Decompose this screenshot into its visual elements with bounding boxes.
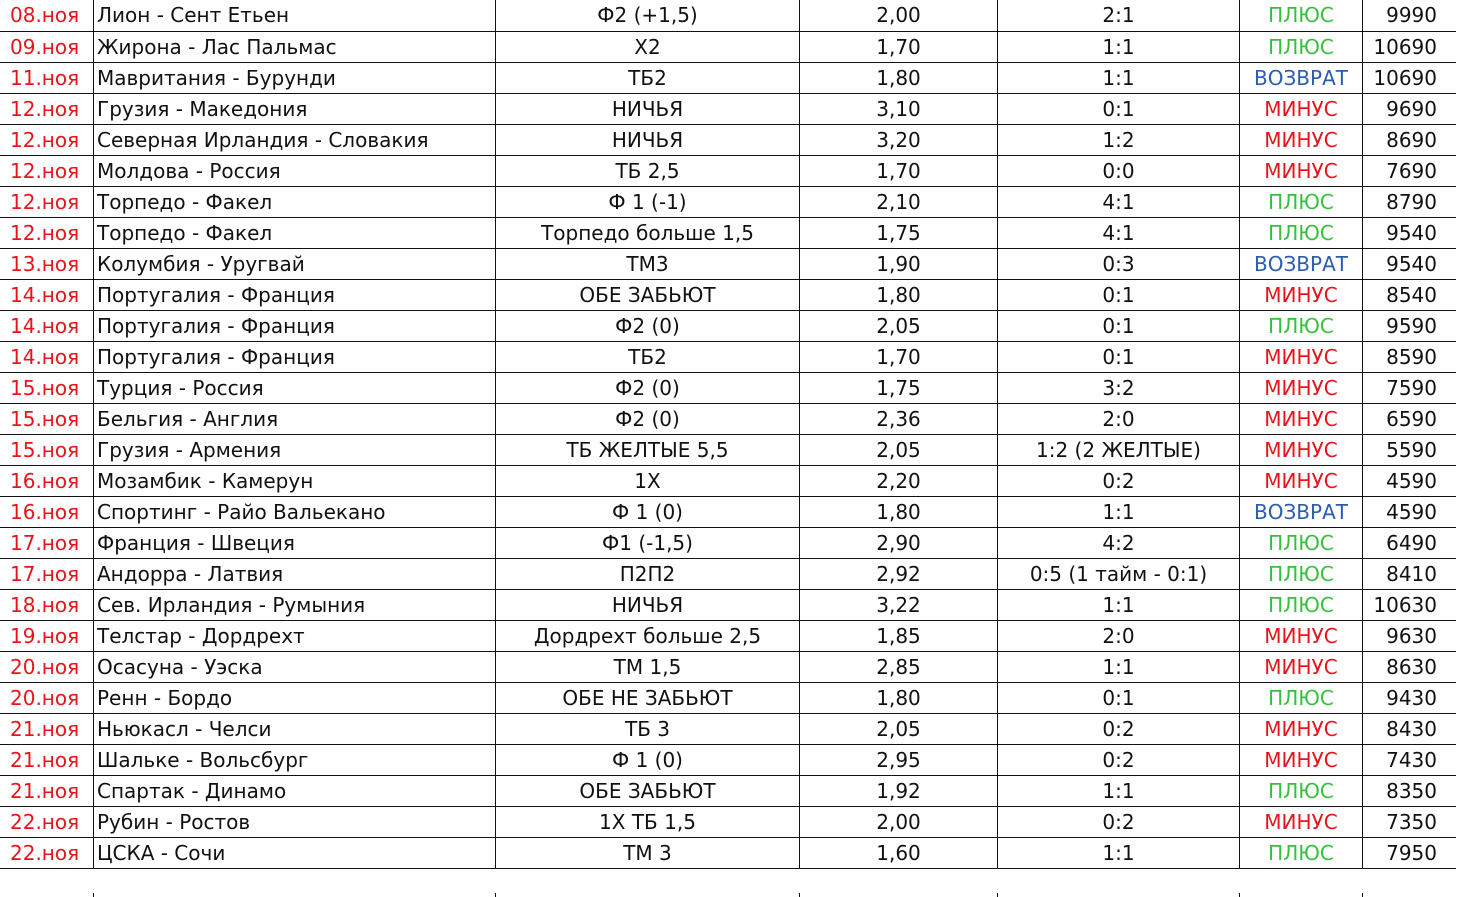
odds-cell[interactable]: 1,80: [800, 497, 998, 527]
bet-cell[interactable]: ТМ 1,5: [496, 652, 800, 682]
match-cell[interactable]: Осасуна - Уэска: [94, 652, 496, 682]
result-cell[interactable]: ПЛЮС: [1240, 311, 1363, 341]
bank-cell[interactable]: 7350: [1386, 810, 1437, 834]
table-row: [0, 497, 1456, 528]
date-cell[interactable]: 19.ноя: [0, 621, 94, 651]
score-cell[interactable]: 0:1: [998, 311, 1240, 341]
bet-cell[interactable]: ТБ 2,5: [496, 156, 800, 186]
score-cell[interactable]: 0:2: [998, 745, 1240, 775]
match-cell[interactable]: ЦСКА - Сочи: [94, 838, 496, 868]
bet-cell[interactable]: 1Х: [496, 466, 800, 496]
score-cell[interactable]: 0:2: [998, 714, 1240, 744]
result-cell[interactable]: МИНУС: [1240, 404, 1363, 434]
bank-cell[interactable]: 8630: [1386, 655, 1437, 679]
date-cell[interactable]: 14.ноя: [0, 311, 94, 341]
match-cell[interactable]: Грузия - Македония: [94, 94, 496, 124]
result-cell[interactable]: ПЛЮС: [1240, 528, 1363, 558]
score-cell[interactable]: 2:0: [998, 621, 1240, 651]
bet-cell[interactable]: ТБ 3: [496, 714, 800, 744]
bet-cell[interactable]: ТБ2: [496, 342, 800, 372]
match-cell[interactable]: Ньюкасл - Челси: [94, 714, 496, 744]
date-cell[interactable]: 12.ноя: [0, 156, 94, 186]
table-row: [0, 590, 1456, 621]
result-cell[interactable]: ПЛЮС: [1240, 590, 1363, 620]
bank-cell[interactable]: 7590: [1386, 376, 1437, 400]
match-cell[interactable]: Торпедо - Факел: [94, 187, 496, 217]
score-cell[interactable]: 1:1: [998, 497, 1240, 527]
score-cell[interactable]: 1:1: [998, 776, 1240, 806]
score-cell[interactable]: 3:2: [998, 373, 1240, 403]
date-cell[interactable]: 08.ноя: [0, 0, 94, 31]
bank-cell[interactable]: 9590: [1386, 314, 1437, 338]
odds-cell[interactable]: 2,95: [800, 745, 998, 775]
date-cell[interactable]: 15.ноя: [0, 373, 94, 403]
table-row: [0, 559, 1456, 590]
odds-cell[interactable]: 1,80: [800, 63, 998, 93]
bank-cell[interactable]: 6490: [1386, 531, 1437, 555]
bank-cell[interactable]: 8590: [1386, 345, 1437, 369]
bank-cell[interactable]: 8690: [1386, 128, 1437, 152]
result-cell[interactable]: ВОЗВРАТ: [1240, 63, 1363, 93]
bank-cell[interactable]: 10690: [1373, 66, 1437, 90]
result-cell[interactable]: МИНУС: [1240, 156, 1363, 186]
result-cell[interactable]: МИНУС: [1240, 373, 1363, 403]
score-cell[interactable]: 1:2 (2 ЖЕЛТЫЕ): [998, 435, 1240, 465]
result-cell[interactable]: ПЛЮС: [1240, 559, 1363, 589]
score-cell[interactable]: 0:1: [998, 94, 1240, 124]
result-cell[interactable]: ВОЗВРАТ: [1240, 249, 1363, 279]
date-cell[interactable]: 20.ноя: [0, 683, 94, 713]
table-row: [0, 373, 1456, 404]
bank-cell[interactable]: 10690: [1373, 35, 1437, 59]
bet-cell[interactable]: Дордрехт больше 2,5: [496, 621, 800, 651]
table-row: [0, 156, 1456, 187]
table-row: [0, 249, 1456, 280]
match-cell[interactable]: Рубин - Ростов: [94, 807, 496, 837]
match-cell[interactable]: Телстар - Дордрехт: [94, 621, 496, 651]
table-row: [0, 125, 1456, 156]
odds-cell[interactable]: 2,10: [800, 187, 998, 217]
odds-cell[interactable]: 1,60: [800, 838, 998, 868]
result-cell[interactable]: ПЛЮС: [1240, 32, 1363, 62]
match-cell[interactable]: Португалия - Франция: [94, 342, 496, 372]
odds-cell[interactable]: 1,92: [800, 776, 998, 806]
odds-cell[interactable]: 2,36: [800, 404, 998, 434]
result-cell[interactable]: МИНУС: [1240, 125, 1363, 155]
result-cell[interactable]: МИНУС: [1240, 652, 1363, 682]
table-row: [0, 652, 1456, 683]
odds-cell[interactable]: 1,75: [800, 218, 998, 248]
table-row: [0, 745, 1456, 776]
bank-cell[interactable]: 4590: [1386, 500, 1437, 524]
date-cell[interactable]: 17.ноя: [0, 528, 94, 558]
score-cell[interactable]: 1:1: [998, 63, 1240, 93]
score-cell[interactable]: 2:0: [998, 404, 1240, 434]
bank-cell[interactable]: 8430: [1386, 717, 1437, 741]
date-cell[interactable]: 14.ноя: [0, 342, 94, 372]
table-row: [0, 776, 1456, 807]
odds-cell[interactable]: 2,05: [800, 311, 998, 341]
result-cell[interactable]: ПЛЮС: [1240, 838, 1363, 868]
date-cell[interactable]: 18.ноя: [0, 590, 94, 620]
match-cell[interactable]: Северная Ирландия - Словакия: [94, 125, 496, 155]
odds-cell[interactable]: 1,85: [800, 621, 998, 651]
table-row: [0, 0, 1456, 32]
match-cell[interactable]: Мозамбик - Камерун: [94, 466, 496, 496]
result-cell[interactable]: ПЛЮС: [1240, 187, 1363, 217]
result-cell[interactable]: ПЛЮС: [1240, 218, 1363, 248]
bet-cell[interactable]: ОБЕ НЕ ЗАБЬЮТ: [496, 683, 800, 713]
bet-cell[interactable]: 1Х ТБ 1,5: [496, 807, 800, 837]
match-cell[interactable]: Сев. Ирландия - Румыния: [94, 590, 496, 620]
result-cell[interactable]: МИНУС: [1240, 807, 1363, 837]
score-cell[interactable]: 0:0: [998, 156, 1240, 186]
bet-cell[interactable]: ТБ ЖЕЛТЫЕ 5,5: [496, 435, 800, 465]
table-row: [0, 838, 1456, 869]
odds-cell[interactable]: 2,00: [800, 807, 998, 837]
score-cell[interactable]: 2:1: [998, 0, 1240, 31]
bet-cell[interactable]: Ф2 (0): [496, 404, 800, 434]
date-cell[interactable]: 16.ноя: [0, 466, 94, 496]
match-cell[interactable]: Спартак - Динамо: [94, 776, 496, 806]
date-cell[interactable]: 21.ноя: [0, 776, 94, 806]
result-cell[interactable]: МИНУС: [1240, 466, 1363, 496]
date-cell[interactable]: 12.ноя: [0, 218, 94, 248]
date-cell[interactable]: 17.ноя: [0, 559, 94, 589]
bet-cell[interactable]: Ф 1 (0): [496, 497, 800, 527]
result-cell[interactable]: МИНУС: [1240, 745, 1363, 775]
odds-cell[interactable]: 1,70: [800, 156, 998, 186]
date-cell[interactable]: 12.ноя: [0, 125, 94, 155]
odds-cell[interactable]: 3,20: [800, 125, 998, 155]
bet-cell[interactable]: Ф2 (+1,5): [496, 0, 800, 31]
bet-cell[interactable]: НИЧЬЯ: [496, 125, 800, 155]
bank-cell[interactable]: 8790: [1386, 190, 1437, 214]
match-cell[interactable]: Молдова - Россия: [94, 156, 496, 186]
result-cell[interactable]: МИНУС: [1240, 280, 1363, 310]
result-cell[interactable]: МИНУС: [1240, 714, 1363, 744]
score-cell[interactable]: 4:1: [998, 187, 1240, 217]
score-cell[interactable]: 0:1: [998, 280, 1240, 310]
result-cell[interactable]: МИНУС: [1240, 94, 1363, 124]
bank-cell[interactable]: 9430: [1386, 686, 1437, 710]
date-cell[interactable]: 21.ноя: [0, 714, 94, 744]
score-cell[interactable]: 1:1: [998, 590, 1240, 620]
bet-cell[interactable]: ТБ2: [496, 63, 800, 93]
table-row: [0, 311, 1456, 342]
table-row: [0, 404, 1456, 435]
bet-cell[interactable]: НИЧЬЯ: [496, 590, 800, 620]
table-row: [0, 342, 1456, 373]
date-cell[interactable]: 11.ноя: [0, 63, 94, 93]
date-cell[interactable]: 21.ноя: [0, 745, 94, 775]
bank-cell[interactable]: 5590: [1386, 438, 1437, 462]
table-row: [0, 621, 1456, 652]
match-cell[interactable]: Жирона - Лас Пальмас: [94, 32, 496, 62]
table-row: [0, 63, 1456, 94]
bank-cell[interactable]: 9540: [1386, 221, 1437, 245]
score-cell[interactable]: 0:3: [998, 249, 1240, 279]
score-cell[interactable]: 0:1: [998, 342, 1240, 372]
bank-cell[interactable]: 7690: [1386, 159, 1437, 183]
odds-cell[interactable]: 1,90: [800, 249, 998, 279]
odds-cell[interactable]: 1,80: [800, 683, 998, 713]
match-cell[interactable]: Грузия - Армения: [94, 435, 496, 465]
bet-cell[interactable]: ОБЕ ЗАБЬЮТ: [496, 776, 800, 806]
score-cell[interactable]: 0:5 (1 тайм - 0:1): [998, 559, 1240, 589]
bank-cell[interactable]: 8410: [1386, 562, 1437, 586]
match-cell[interactable]: Ренн - Бордо: [94, 683, 496, 713]
table-row: [0, 683, 1456, 714]
bet-cell[interactable]: Ф2 (0): [496, 311, 800, 341]
bank-cell[interactable]: 9690: [1386, 97, 1437, 121]
date-cell[interactable]: 12.ноя: [0, 94, 94, 124]
match-cell[interactable]: Андорра - Латвия: [94, 559, 496, 589]
score-cell[interactable]: 0:2: [998, 466, 1240, 496]
table-row: [0, 218, 1456, 249]
date-cell[interactable]: 13.ноя: [0, 249, 94, 279]
table-row: [0, 435, 1456, 466]
score-cell[interactable]: 0:1: [998, 683, 1240, 713]
table-row: [0, 714, 1456, 745]
bet-cell[interactable]: ТМ3: [496, 249, 800, 279]
result-cell[interactable]: ПЛЮС: [1240, 776, 1363, 806]
score-cell[interactable]: 1:1: [998, 838, 1240, 868]
bet-cell[interactable]: Ф 1 (-1): [496, 187, 800, 217]
bank-cell[interactable]: 9630: [1386, 624, 1437, 648]
table-row: [0, 94, 1456, 125]
result-cell[interactable]: ВОЗВРАТ: [1240, 497, 1363, 527]
odds-cell[interactable]: 2,05: [800, 714, 998, 744]
match-cell[interactable]: Колумбия - Уругвай: [94, 249, 496, 279]
odds-cell[interactable]: 3,10: [800, 94, 998, 124]
result-cell[interactable]: МИНУС: [1240, 621, 1363, 651]
bank-cell[interactable]: 10630: [1373, 593, 1437, 617]
match-cell[interactable]: Торпедо - Факел: [94, 218, 496, 248]
bet-cell[interactable]: Ф 1 (0): [496, 745, 800, 775]
bank-cell[interactable]: 7430: [1386, 748, 1437, 772]
score-cell[interactable]: 4:1: [998, 218, 1240, 248]
odds-cell[interactable]: 2,90: [800, 528, 998, 558]
date-cell[interactable]: 22.ноя: [0, 838, 94, 868]
next-row-cutoff: [0, 893, 1456, 897]
odds-cell[interactable]: 1,75: [800, 373, 998, 403]
odds-cell[interactable]: 2,00: [800, 0, 998, 31]
bank-cell[interactable]: 7950: [1386, 841, 1437, 865]
bet-cell[interactable]: Ф1 (-1,5): [496, 528, 800, 558]
table-row: [0, 807, 1456, 838]
odds-cell[interactable]: 3,22: [800, 590, 998, 620]
odds-cell[interactable]: 1,70: [800, 32, 998, 62]
bet-cell[interactable]: П2П2: [496, 559, 800, 589]
bet-cell[interactable]: ОБЕ ЗАБЬЮТ: [496, 280, 800, 310]
date-cell[interactable]: 14.ноя: [0, 280, 94, 310]
match-cell[interactable]: Турция - Россия: [94, 373, 496, 403]
table-row: [0, 528, 1456, 559]
match-cell[interactable]: Франция - Швеция: [94, 528, 496, 558]
date-cell[interactable]: 15.ноя: [0, 435, 94, 465]
match-cell[interactable]: Португалия - Франция: [94, 311, 496, 341]
result-cell[interactable]: МИНУС: [1240, 342, 1363, 372]
odds-cell[interactable]: 2,05: [800, 435, 998, 465]
match-cell[interactable]: Лион - Сент Етьен: [94, 0, 496, 31]
date-cell[interactable]: 09.ноя: [0, 32, 94, 62]
score-cell[interactable]: 4:2: [998, 528, 1240, 558]
match-cell[interactable]: Мавритания - Бурунди: [94, 63, 496, 93]
score-cell[interactable]: 1:1: [998, 652, 1240, 682]
score-cell[interactable]: 0:2: [998, 807, 1240, 837]
table-row: [0, 280, 1456, 311]
score-cell[interactable]: 1:1: [998, 32, 1240, 62]
date-cell[interactable]: 20.ноя: [0, 652, 94, 682]
match-cell[interactable]: Шальке - Вольсбург: [94, 745, 496, 775]
odds-cell[interactable]: 1,70: [800, 342, 998, 372]
bank-cell[interactable]: 4590: [1386, 469, 1437, 493]
match-cell[interactable]: Бельгия - Англия: [94, 404, 496, 434]
bank-cell[interactable]: 6590: [1386, 407, 1437, 431]
odds-cell[interactable]: 2,85: [800, 652, 998, 682]
odds-cell[interactable]: 2,92: [800, 559, 998, 589]
score-cell[interactable]: 1:2: [998, 125, 1240, 155]
bank-cell[interactable]: 8540: [1386, 283, 1437, 307]
match-cell[interactable]: Спортинг - Райо Вальекано: [94, 497, 496, 527]
bet-cell[interactable]: Торпедо больше 1,5: [496, 218, 800, 248]
result-cell[interactable]: ПЛЮС: [1240, 0, 1363, 31]
result-cell[interactable]: МИНУС: [1240, 435, 1363, 465]
bet-cell[interactable]: НИЧЬЯ: [496, 94, 800, 124]
odds-cell[interactable]: 2,20: [800, 466, 998, 496]
date-cell[interactable]: 16.ноя: [0, 497, 94, 527]
date-cell[interactable]: 15.ноя: [0, 404, 94, 434]
table-row: [0, 32, 1456, 63]
bet-cell[interactable]: Х2: [496, 32, 800, 62]
date-cell[interactable]: 12.ноя: [0, 187, 94, 217]
bank-cell[interactable]: 9540: [1386, 252, 1437, 276]
bank-cell[interactable]: 8350: [1386, 779, 1437, 803]
bet-cell[interactable]: Ф2 (0): [496, 373, 800, 403]
odds-cell[interactable]: 1,80: [800, 280, 998, 310]
bank-cell[interactable]: 9990: [1386, 3, 1437, 27]
date-cell[interactable]: 22.ноя: [0, 807, 94, 837]
match-cell[interactable]: Португалия - Франция: [94, 280, 496, 310]
result-cell[interactable]: ПЛЮС: [1240, 683, 1363, 713]
table-row: [0, 466, 1456, 497]
table-row: [0, 187, 1456, 218]
bet-cell[interactable]: ТМ 3: [496, 838, 800, 868]
